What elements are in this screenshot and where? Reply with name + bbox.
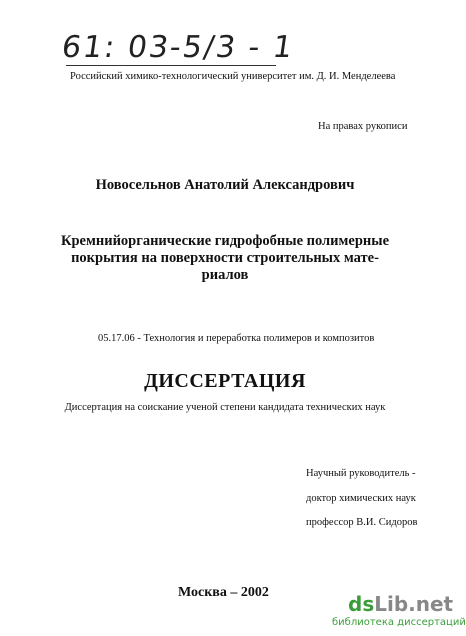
watermark-logo[interactable] <box>348 592 453 616</box>
watermark-subtitle: библиотека диссертаций <box>332 617 466 628</box>
city-year: Москва – 2002 <box>178 585 269 600</box>
handwritten-underline <box>66 65 276 66</box>
rights-notice: На правах рукописи <box>318 121 408 132</box>
document-type: ДИССЕРТАЦИЯ <box>144 370 306 392</box>
title-line-2: покрытия на поверхности строительных мате- <box>71 250 379 266</box>
title-line-1: Кремнийорганические гидрофобные полимерные <box>60 233 390 249</box>
handwritten-code: 61: 03-5/3 - 1 <box>59 30 297 65</box>
supervisor-line-3: профессор В.И. Сидоров <box>306 517 418 528</box>
watermark-logo-lib: Lib.net <box>374 592 454 616</box>
supervisor-line-1: Научный руководитель - <box>306 468 416 479</box>
institution-name: Российский химико-технологический университет им. Д. И. Менделеева <box>70 71 396 82</box>
author-name: Новосельнов Анатолий Александрович <box>95 177 355 193</box>
degree-statement: Диссертация на соискание ученой степени кандидата технических наук <box>64 402 386 413</box>
watermark-logo-ds: ds <box>348 592 375 616</box>
supervisor-line-2: доктор химических наук <box>306 493 416 504</box>
title-line-3: риалов <box>201 267 249 283</box>
specialty-code: 05.17.06 - Технология и переработка полимеров и композитов <box>98 333 375 344</box>
